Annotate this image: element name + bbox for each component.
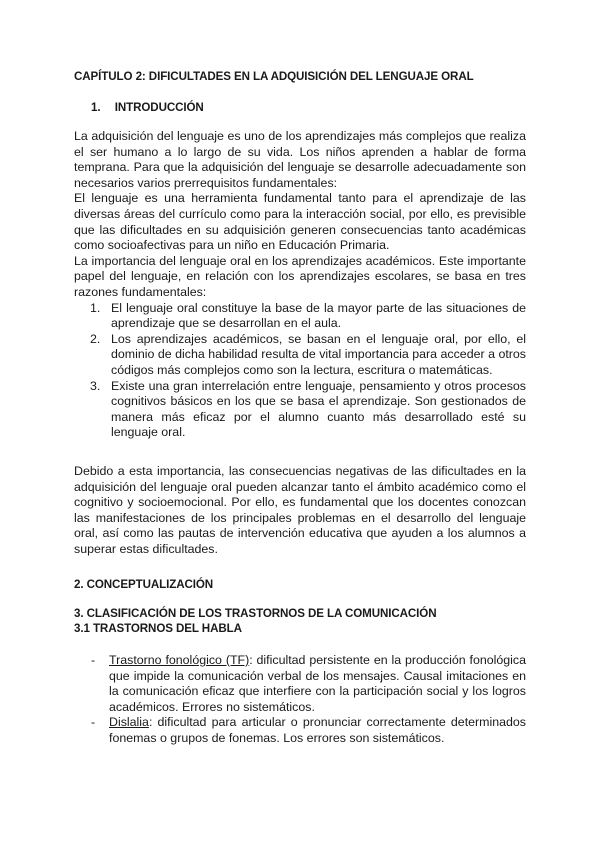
reasons-list [74,301,526,441]
list-item-text: El lenguaje oral constituye la base de la mayor parte de las situaciones de aprendizaje que se desarrollan en el aula. [111,300,526,331]
consequences-text: Debido a esta importancia, las consecuencias negativas de las dificultades en la adquisición del lenguaje oral pueden alcanzar tanto el ámbito académico como el cognitivo y socioemocional. Por ello, es fundamental que los docentes conozcan las manifestaciones de los principales problemas en el desarrollo del lenguaje oral, así como las pautas de intervención educativa que ayuden a los alumnos a superar estas dificultades. [74,464,526,556]
list-item [74,715,526,746]
list-bullet: - [91,653,96,667]
list-bullet: - [91,715,96,730]
list-item-number: 2. [90,331,101,346]
disorders-list [74,653,526,747]
section-intro-title: INTRODUCCIÓN [114,101,204,114]
section-intro-number: 1. [91,101,101,114]
list-item-text: Existe una gran interrelación entre lenguaje, pensamiento y otros procesos cognitivos básicos en los que se basa el aprendizaje. Son gestionados de manera más eficaz por el alumno cuanto más desarrollado esté su lenguaje oral. [111,378,526,440]
list-item-number: 3. [90,378,101,393]
list-item [74,379,526,441]
consequences-paragraph [74,464,526,558]
disorder-term: Trastorno fonológico (TF) [109,653,250,667]
disorders-section [74,653,526,747]
intro-paragraph: La adquisición del lenguaje es uno de los aprendizajes más complejos que realiza el ser humano a lo largo de su vida. Los niños aprenden a hablar de forma temprana. Para que la adquisición del lenguaje se desarrolle adecuadamente son necesarios varios prerrequisitos fundamentales: [74,129,526,190]
list-item [74,301,526,332]
list-item-number: 1. [90,300,101,315]
list-item [74,332,526,379]
intro-paragraph: La importancia del lenguaje oral en los aprendizajes académicos. Este importante papel del lenguaje, en relación con los aprendizajes escolares, se basa en tres razones fundamentales: [74,253,526,299]
intro-paragraph: El lenguaje es una herramienta fundamental tanto para el aprendizaje de las diversas áreas del currículo como para la interacción social, por ello, es previsible que las dificultades en su adquisición generen consecuencias tanto académicas como socioafectivas para un niño en Educación Primaria. [74,191,526,253]
disorder-description: : dificultad persistente en la producción fonológica que impide la comunicación verbal de los mensajes. Causal imitaciones en la comunicación eficaz que interfiere con la participación social y los logros académicos. Errores no sistemáticos. [109,653,526,714]
disorder-term: Dislalia [109,715,149,730]
list-item-text: Los aprendizajes académicos, se basan en el lenguaje oral, por ello, el dominio de dicha habilidad resulta de vital importancia para acceder a otros códigos más complejos como son la lectura, escritura o matemáticas. [111,331,526,377]
section-concept-heading: 2. CONCEPTUALIZACIÓN [74,578,214,591]
chapter-title: CAPÍTULO 2: DIFICULTADES EN LA ADQUISICIÓN DEL LENGUAJE ORAL [74,70,474,83]
section-intro-heading [91,100,511,116]
intro-body [74,129,526,441]
section-speech-disorders-heading: 3.1 TRASTORNOS DEL HABLA [74,622,242,635]
list-item [74,653,526,715]
disorder-description: : dificultad para articular o pronunciar correctamente determinados fonemas o grupos de fonemas. Los errores son sistemáticos. [109,715,526,745]
section-classification-heading: 3. CLASIFICACIÓN DE LOS TRASTORNOS DE LA COMUNICACIÓN [74,607,437,620]
